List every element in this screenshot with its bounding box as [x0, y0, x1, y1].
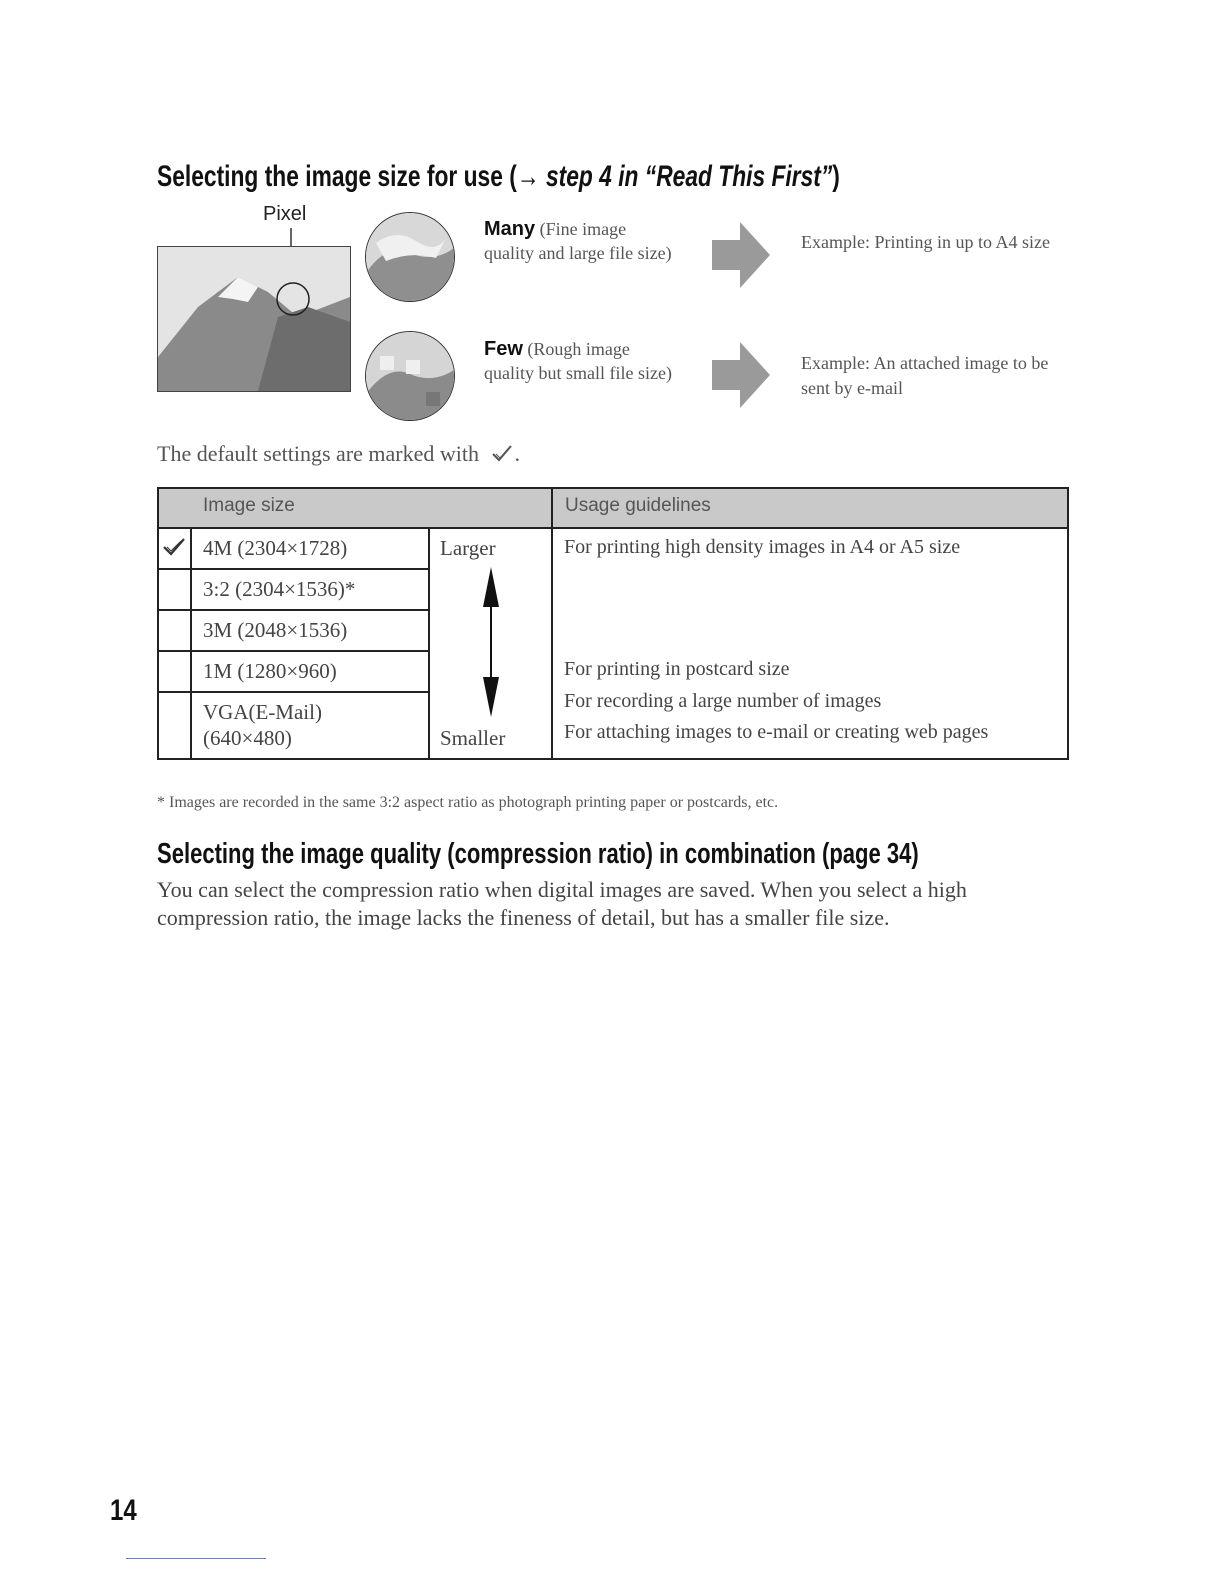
heading-close: ): [832, 160, 840, 193]
section-heading-quality: Selecting the image quality (compression ratio) in combination (page 34): [157, 838, 919, 870]
many-desc: (Fine image quality and large file size): [484, 219, 672, 263]
default-settings-note: [157, 441, 520, 467]
smaller-label: Smaller: [440, 726, 506, 750]
usage-item: For attaching images to e-mail or creating web pages: [564, 721, 989, 743]
default-check-icon: [490, 443, 514, 465]
fine-pixels-circle: [365, 212, 455, 302]
footnote: * Images are recorded in the same 3:2 aspect ratio as photograph printing paper or postcards, etc.: [157, 794, 779, 811]
many-label: Many: [484, 218, 536, 240]
section-heading-image-size: [157, 160, 840, 194]
table-row: 3:2 (2304×1536)*: [203, 577, 356, 601]
usage-item: For recording a large number of images: [564, 690, 882, 712]
table-row-continued: (640×480): [203, 726, 292, 750]
table-row: 3M (2048×1536): [203, 618, 348, 642]
rough-pixels-circle: [365, 331, 455, 421]
heading-text: Selecting the image size for use (: [157, 160, 517, 193]
larger-label: Larger: [440, 536, 496, 560]
footer-rule: [126, 1558, 266, 1559]
right-arrow-icon: [710, 340, 772, 410]
size-scale-arrow-icon: [481, 567, 501, 717]
header-usage: Usage guidelines: [565, 495, 711, 516]
few-label: Few: [484, 338, 523, 360]
table-row: 1M (1280×960): [203, 659, 337, 683]
default-note-text: The default settings are marked with: [157, 441, 479, 466]
right-arrow-icon: [710, 220, 772, 290]
example-email: Example: An attached image to be sent by e-mail: [801, 353, 1049, 398]
heading-reference: step 4 in “Read This First”: [539, 160, 833, 193]
section-body: You can select the compression ratio when digital images are saved. When you select a high compression ratio, the image lacks the fineness of detail, but has a smaller file size.: [157, 877, 967, 930]
example-a4: Example: Printing in up to A4 size: [801, 232, 1050, 252]
usage-item: For printing in postcard size: [564, 658, 790, 680]
table-row: 4M (2304×1728): [203, 536, 348, 560]
usage-item: For printing high density images in A4 or A5 size: [564, 536, 961, 558]
default-check-icon: [162, 535, 186, 559]
table-row: VGA(E-Mail): [203, 700, 322, 724]
page-number: 14: [110, 1494, 137, 1527]
default-note-end: .: [514, 441, 520, 466]
few-desc: (Rough image quality but small file size): [484, 339, 672, 383]
arrow-glyph: →: [516, 160, 540, 193]
many-pixels-description: [484, 217, 674, 265]
mountain-photo: [157, 246, 351, 392]
pixel-label: Pixel: [263, 203, 307, 225]
header-image-size: Image size: [203, 495, 295, 516]
image-size-table: [157, 487, 1069, 760]
few-pixels-description: [484, 337, 674, 385]
